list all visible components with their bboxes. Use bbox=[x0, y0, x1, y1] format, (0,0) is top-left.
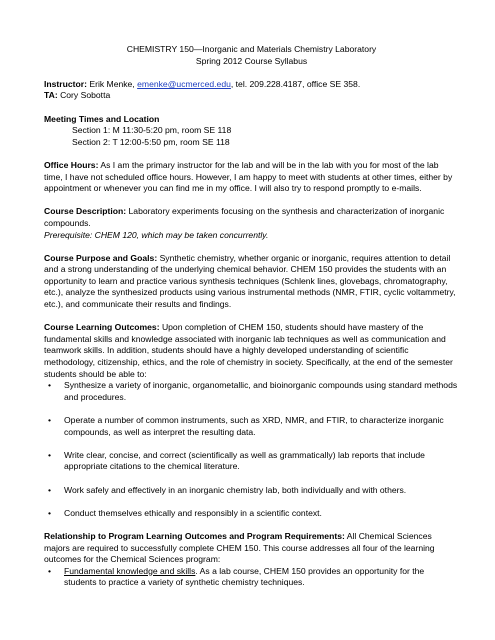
purpose-text: Synthetic chemistry, whether organic or inorganic, requires attention to detail and a strong understanding of the underlying chemical behavior. CHEM 150 provides the students with an opportunity to learn and practice various synthesis techniques (Schlenk lines, glovebags, chromatography, etc.), analyze the synthesized products using various instrumental methods (NMR, FTIR, cyclic voltammetry, etc.), and communicate their results and findings. bbox=[44, 252, 456, 310]
program-outcome-text: . As a lab course, CHEM 150 provides an opportunity for the students to practice a variety of synthetic chemistry techniques. bbox=[64, 565, 425, 588]
prerequisite-line: Prerequisite: CHEM 120, which may be taken concurrently. bbox=[44, 229, 269, 240]
meeting-section-1: Section 1: M 11:30-5:20 pm, room SE 118 bbox=[72, 125, 232, 136]
outcomes-paragraph bbox=[44, 322, 459, 380]
outcomes-list bbox=[44, 380, 459, 519]
list-item bbox=[44, 450, 459, 473]
instructor-line bbox=[44, 79, 459, 91]
bullet-icon: • bbox=[48, 565, 52, 576]
outcome-text: Work safely and effectively in an inorganic chemistry lab, both individually and with others. bbox=[64, 484, 407, 495]
office-hours-text: As I am the primary instructor for the lab and will be in the lab with you for most of the lab time, I have not scheduled office hours. However, I am happy to meet with students at other times, either by appointment or whenever you can find me in my office. I will also try to respond promptly to e-mails. bbox=[44, 159, 453, 194]
outcomes-text: Upon completion of CHEM 150, students should have mastery of the fundamental skills and knowledge associated with inorganic lab techniques as well as communication and teamwork skills. In addition, students should have a highly developed understanding of scientific methodology, citizenship, ethics, and the role of chemistry in society. Specifically, at the end of the semester students should be able to: bbox=[44, 322, 453, 379]
bullet-icon: • bbox=[48, 484, 52, 495]
meeting-heading: Meeting Times and Location bbox=[44, 113, 160, 124]
ta-label: TA: bbox=[44, 90, 58, 101]
outcome-text: Write clear, concise, and correct (scientifically as well as grammatically) lab reports that include appropriate citations to the chemical literature. bbox=[64, 449, 425, 472]
list-item bbox=[44, 508, 459, 520]
relationship-label: Relationship to Program Learning Outcomes and Program Requirements: bbox=[44, 530, 345, 541]
purpose-label: Course Purpose and Goals: bbox=[44, 252, 158, 263]
bullet-icon: • bbox=[48, 380, 52, 391]
outcome-text: Conduct themselves ethically and responsibly in a scientific context. bbox=[64, 507, 322, 518]
bullet-icon: • bbox=[48, 449, 52, 460]
relationship-text: All Chemical Sciences majors are required to successfully complete CHEM 150. This course addresses all four of the learning outcomes for the Chemical Sciences program: bbox=[44, 530, 435, 565]
program-outcomes-list bbox=[44, 566, 459, 589]
list-item bbox=[44, 566, 459, 589]
bullet-icon: • bbox=[48, 507, 52, 518]
office-hours-label: Office Hours: bbox=[44, 159, 99, 170]
office-hours-paragraph bbox=[44, 160, 459, 195]
instructor-name: Erik Menke, bbox=[86, 78, 138, 89]
outcome-text: Synthesize a variety of inorganic, organometallic, and bioinorganic compounds using standard methods and procedures. bbox=[64, 380, 458, 402]
course-title: CHEMISTRY 150—Inorganic and Materials Chemistry Laboratory bbox=[126, 44, 377, 54]
list-item bbox=[44, 380, 459, 403]
course-subtitle: Spring 2012 Course Syllabus bbox=[195, 55, 308, 66]
syllabus-page bbox=[44, 44, 459, 589]
description-paragraph bbox=[44, 206, 459, 229]
outcome-text: Operate a number of common instruments, such as XRD, NMR, and FTIR, to characterize inorganic compounds, as well as interpret the resulting data. bbox=[64, 415, 444, 437]
instructor-label: Instructor: bbox=[44, 78, 87, 89]
description-label: Course Description: bbox=[44, 206, 127, 217]
instructor-details: , tel. 209.228.4187, office SE 358. bbox=[230, 78, 361, 89]
description-text: Laboratory experiments focusing on the synthesis and characterization of inorganic compounds. bbox=[44, 206, 445, 228]
ta-line bbox=[44, 90, 459, 102]
relationship-paragraph bbox=[44, 531, 459, 566]
bullet-icon: • bbox=[48, 415, 52, 425]
program-outcome-label: Fundamental knowledge and skills bbox=[64, 565, 196, 576]
list-item bbox=[44, 415, 459, 438]
meeting-section-2: Section 2: T 12:00-5:50 pm, room SE 118 bbox=[72, 136, 230, 147]
list-item bbox=[44, 485, 459, 497]
purpose-paragraph bbox=[44, 253, 459, 311]
ta-name: Cory Sobotta bbox=[57, 90, 111, 101]
outcomes-label: Course Learning Outcomes: bbox=[44, 322, 160, 333]
instructor-email-link[interactable]: emenke@ucmerced.edu bbox=[137, 78, 231, 89]
